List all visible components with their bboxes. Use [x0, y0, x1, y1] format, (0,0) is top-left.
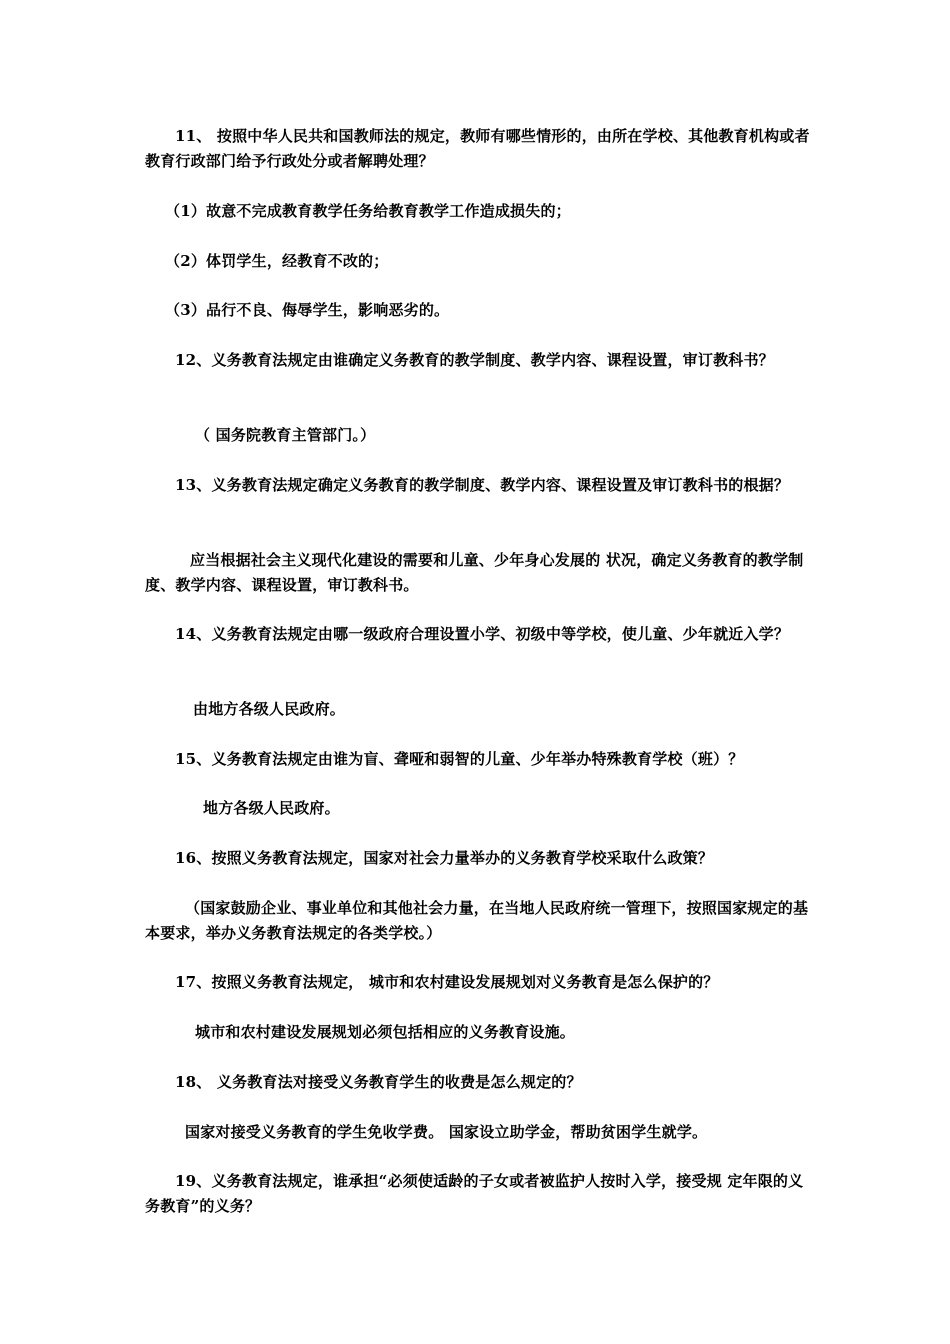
question-17: 17、按照义务教育法规定， 城市和农村建设发展规划对义务教育是怎么保护的？	[175, 973, 719, 991]
question-19: 19、义务教育法规定，谁承担“必须使适龄的子女或者被监护人按时入学，接受规 定年限的义务教育”的义务？	[145, 1172, 804, 1215]
answer-14: 由地方各级人民政府。	[193, 700, 346, 718]
answer-11-item-1: （1）故意不完成教育教学任务给教育教学工作造成损失的；	[165, 202, 571, 220]
answer-12: （ 国务院教育主管部门。）	[195, 426, 376, 444]
question-12: 12、义务教育法规定由谁确定义务教育的教学制度、教学内容、课程设置，审订教科书？	[175, 351, 774, 369]
answer-17: 城市和农村建设发展规划必须包括相应的义务教育设施。	[195, 1023, 576, 1041]
answer-13: 应当根据社会主义现代化建设的需要和儿童、少年身心发展的 状况，确定义务教育的教学制度、教学内容、课程设置，审订教科书。	[145, 551, 804, 594]
question-11: 11、 按照中华人民共和国教师法的规定，教师有哪些情形的，由所在学校、其他教育机构或者教育行政部门给予行政处分或者解聘处理？	[145, 127, 810, 170]
answer-11-item-2: （2）体罚学生，经教育不改的；	[165, 252, 389, 270]
question-15: 15、义务教育法规定由谁为盲、聋哑和弱智的儿童、少年举办特殊教育学校（班）？	[175, 750, 744, 768]
answer-16: （国家鼓励企业、事业单位和其他社会力量，在当地人民政府统一管理下，按照国家规定的基本要求，举办义务教育法规定的各类学校。）	[145, 899, 809, 942]
answer-15: 地方各级人民政府。	[203, 799, 340, 817]
answer-11-item-3: （3）品行不良、侮辱学生，影响恶劣的。	[165, 301, 450, 319]
answer-18: 国家对接受义务教育的学生免收学费。 国家设立助学金，帮助贫困学生就学。	[185, 1123, 708, 1141]
question-14: 14、义务教育法规定由哪一级政府合理设置小学、初级中等学校，使儿童、少年就近入学？	[175, 625, 790, 643]
question-13: 13、义务教育法规定确定义务教育的教学制度、教学内容、课程设置及审订教科书的根据？	[175, 476, 790, 494]
question-16: 16、按照义务教育法规定，国家对社会力量举办的义务教育学校采取什么政策？	[175, 849, 714, 867]
question-18: 18、 义务教育法对接受义务教育学生的收费是怎么规定的？	[175, 1073, 582, 1091]
